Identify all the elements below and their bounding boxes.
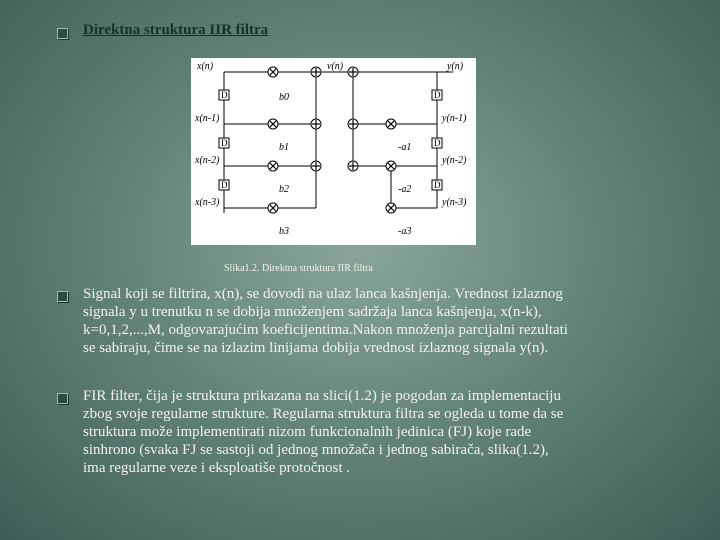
svg-text:x(n): x(n) [197,61,214,72]
svg-text:-a1: -a1 [398,142,412,153]
svg-text:D: D [221,90,228,100]
paragraph-1 [83,285,683,357]
svg-text:b0: b0 [279,92,289,103]
svg-text:b1: b1 [279,142,289,153]
svg-text:y(n-3): y(n-3) [442,197,467,208]
bullet-paragraph-1 [57,291,68,302]
svg-text:b3: b3 [279,226,289,237]
iir-structure-figure [191,58,476,245]
svg-text:D: D [434,138,441,148]
paragraph-line: struktura može implementirati nizom funkcionalnih jedinica (FJ) koje rade [83,424,532,440]
svg-text:v(n): v(n) [327,61,344,72]
svg-text:D: D [221,138,228,148]
paragraph-2 [83,387,683,477]
svg-text:-a3: -a3 [398,226,412,237]
paragraph-line: zbog svoje regularne strukture. Regularna struktura filtra se ogleda u tome da se [83,406,564,422]
figure-caption: Slika1.2. Direktna struktura IIR filtra [224,263,373,274]
slide-title: Direktna struktura IIR filtra [83,22,269,38]
svg-text:b2: b2 [279,184,289,195]
svg-text:x(n-1): x(n-1) [195,113,220,124]
paragraph-line: sinhrono (svaka FJ se sastoji od jednog množača i jednog sabirača, slika(1.2), [83,442,549,458]
svg-text:y(n-1): y(n-1) [442,113,467,124]
svg-text:y(n-2): y(n-2) [442,155,467,166]
paragraph-line: FIR filter, čija je struktura prikazana na slici(1.2) je pogodan za implementaciju [83,388,561,404]
svg-text:y(n): y(n) [447,61,464,72]
paragraph-line: k=0,1,2,...,M, odgovarajućim koeficijentima.Nakon množenja parcijalni rezultati [83,322,568,338]
svg-text:x(n-2): x(n-2) [195,155,220,166]
bullet-title [57,28,68,39]
svg-text:-a2: -a2 [398,184,412,195]
paragraph-line: se sabiraju, čime se na izlazim linijama dobija vrednost izlaznog signala y(n). [83,340,549,356]
paragraph-line: ima regularne veze i eksploatiše protočnost . [83,460,350,476]
svg-text:D: D [221,180,228,190]
bullet-paragraph-2 [57,393,68,404]
svg-text:D: D [434,180,441,190]
svg-text:D: D [434,90,441,100]
paragraph-line: Signal koji se filtrira, x(n), se dovodi na ulaz lanca kašnjenja. Vrednost izlaznog [83,286,563,302]
svg-text:x(n-3): x(n-3) [195,197,220,208]
paragraph-line: signala y u trenutku n se dobija množenjem sadržaja lanca kašnjenja, x(n-k), [83,304,542,320]
